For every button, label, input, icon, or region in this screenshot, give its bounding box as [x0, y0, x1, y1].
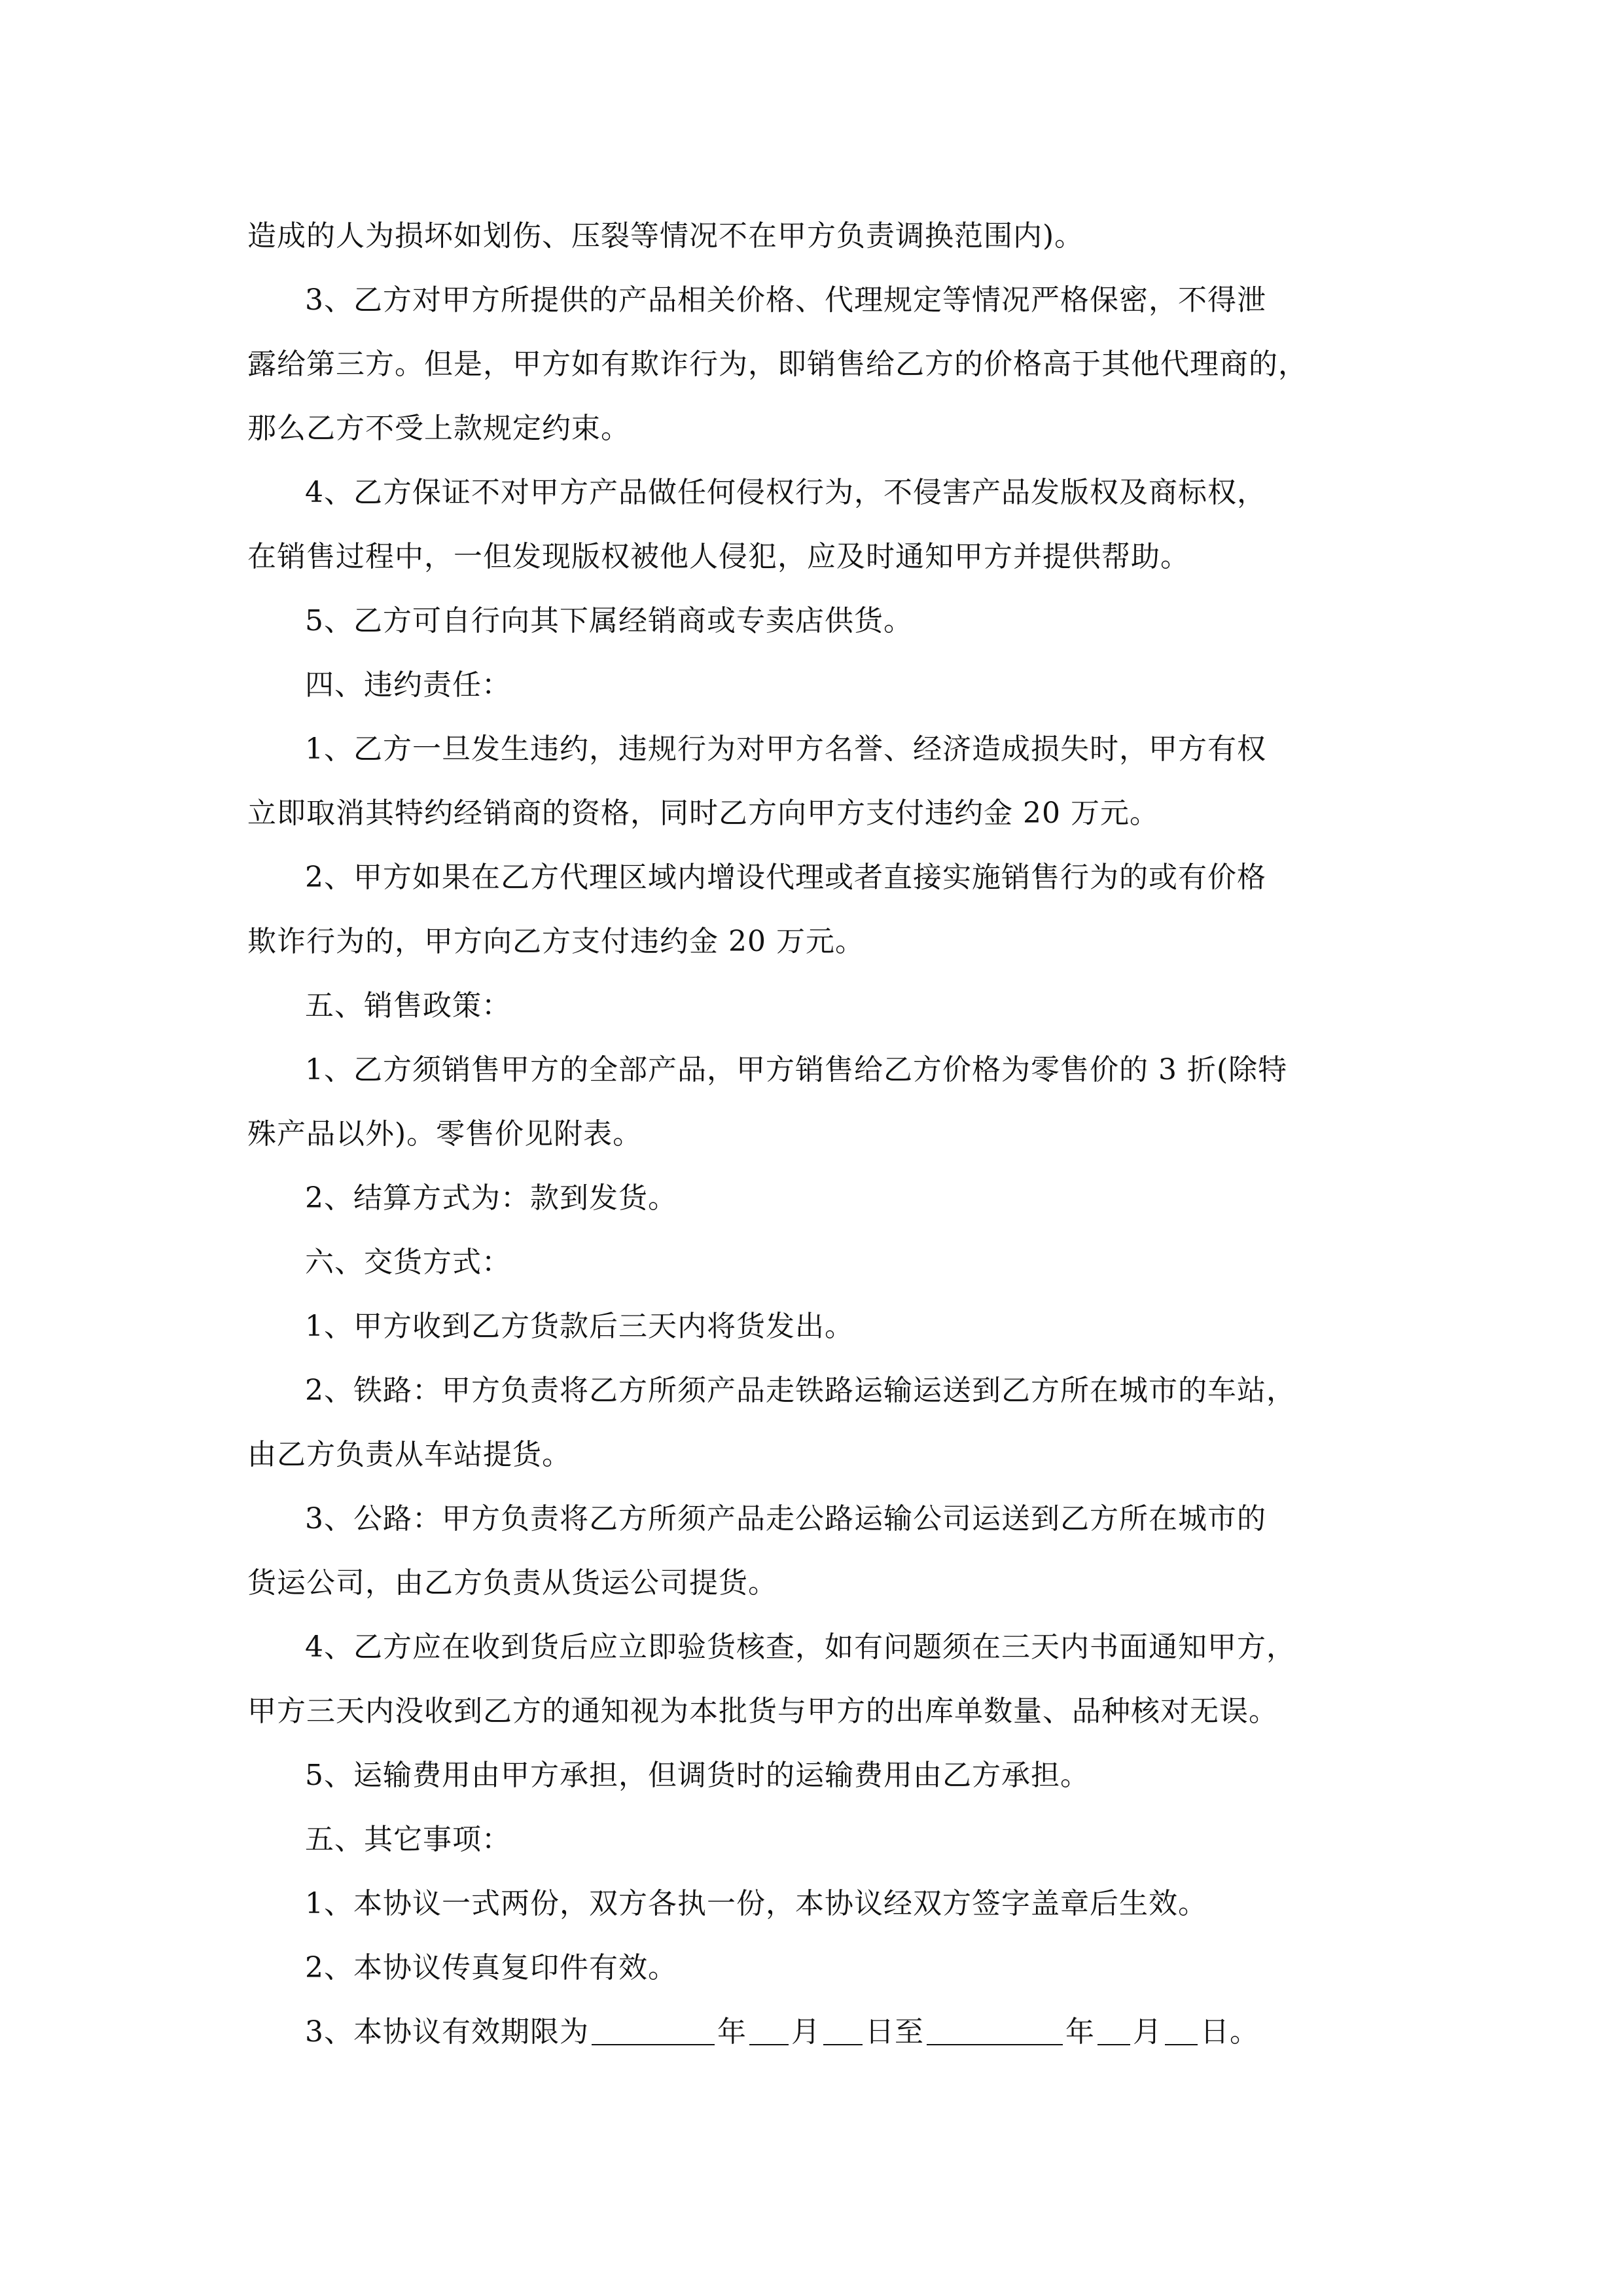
validity-period-line — [247, 2000, 1373, 2064]
text-line: 立即取消其特约经销商的资格，同时乙方向甲方支付违约金 20 万元。 — [247, 797, 1159, 830]
text-line: 在销售过程中，一但发现版权被他人侵犯，应及时通知甲方并提供帮助。 — [247, 540, 1190, 573]
year-label: 年 — [1065, 2015, 1095, 2049]
document-page — [247, 204, 1373, 2064]
text-line: 那么乙方不受上款规定约束。 — [247, 412, 630, 445]
text-line: 1、乙方一旦发生违约，违规行为对甲方名誉、经济造成损失时，甲方有权 — [305, 732, 1266, 766]
section-heading: 五、销售政策： — [305, 989, 511, 1022]
year-label: 年 — [717, 2015, 747, 2049]
text-line: 5、乙方可自行向其下属经销商或专卖店供货。 — [305, 604, 913, 637]
day-to-label: 日至 — [865, 2015, 924, 2049]
text-line: 3、公路：甲方负责将乙方所须产品走公路运输公司运送到乙方所在城市的 — [305, 1502, 1266, 1535]
section-heading: 五、其它事项： — [305, 1823, 511, 1856]
text-line: 4、乙方应在收到货后应立即验货核查，如有问题须在三天内书面通知甲方， — [305, 1630, 1296, 1664]
text-line: 殊产品以外)。零售价见附表。 — [247, 1117, 643, 1151]
end-day-blank — [1165, 2015, 1198, 2045]
text-line: 露给第三方。但是，甲方如有欺诈行为，即销售给乙方的价格高于其他代理商的， — [247, 348, 1308, 381]
day-end-label: 日。 — [1200, 2015, 1259, 2049]
end-year-blank — [927, 2015, 1063, 2045]
text-line: 1、甲方收到乙方货款后三天内将货发出。 — [305, 1310, 854, 1343]
end-month-blank — [1097, 2015, 1130, 2045]
month-label: 月 — [791, 2015, 821, 2049]
start-month-blank — [749, 2015, 789, 2045]
text-line: 欺诈行为的，甲方向乙方支付违约金 20 万元。 — [247, 925, 865, 958]
month-label: 月 — [1133, 2015, 1162, 2049]
text-line: 2、结算方式为：款到发货。 — [305, 1181, 677, 1215]
validity-prefix: 3、本协议有效期限为 — [305, 2015, 589, 2049]
text-line: 5、运输费用由甲方承担，但调货时的运输费用由乙方承担。 — [305, 1759, 1090, 1792]
text-line: 1、本协议一式两份，双方各执一份，本协议经双方签字盖章后生效。 — [305, 1887, 1207, 1920]
text-line: 货运公司，由乙方负责从货运公司提货。 — [247, 1566, 777, 1600]
text-line: 2、甲方如果在乙方代理区域内增设代理或者直接实施销售行为的或有价格 — [305, 861, 1266, 894]
start-year-blank — [592, 2015, 715, 2045]
text-line: 1、乙方须销售甲方的全部产品，甲方销售给乙方价格为零售价的 3 折(除特 — [305, 1053, 1288, 1086]
text-line: 2、本协议传真复印件有效。 — [305, 1951, 677, 1984]
section-heading: 六、交货方式： — [305, 1246, 511, 1279]
text-line: 甲方三天内没收到乙方的通知视为本批货与甲方的出库单数量、品种核对无误。 — [247, 1695, 1278, 1728]
text-line: 3、乙方对甲方所提供的产品相关价格、代理规定等情况严格保密，不得泄 — [305, 283, 1266, 317]
text-line: 2、铁路：甲方负责将乙方所须产品走铁路运输运送到乙方所在城市的车站， — [305, 1374, 1296, 1407]
text-line: 造成的人为损坏如划伤、压裂等情况不在甲方负责调换范围内)。 — [247, 219, 1084, 253]
text-line: 由乙方负责从车站提货。 — [247, 1438, 571, 1471]
start-day-blank — [823, 2015, 863, 2045]
text-line: 4、乙方保证不对甲方产品做任何侵权行为，不侵害产品发版权及商标权， — [305, 476, 1266, 509]
section-heading: 四、违约责任： — [305, 668, 511, 702]
